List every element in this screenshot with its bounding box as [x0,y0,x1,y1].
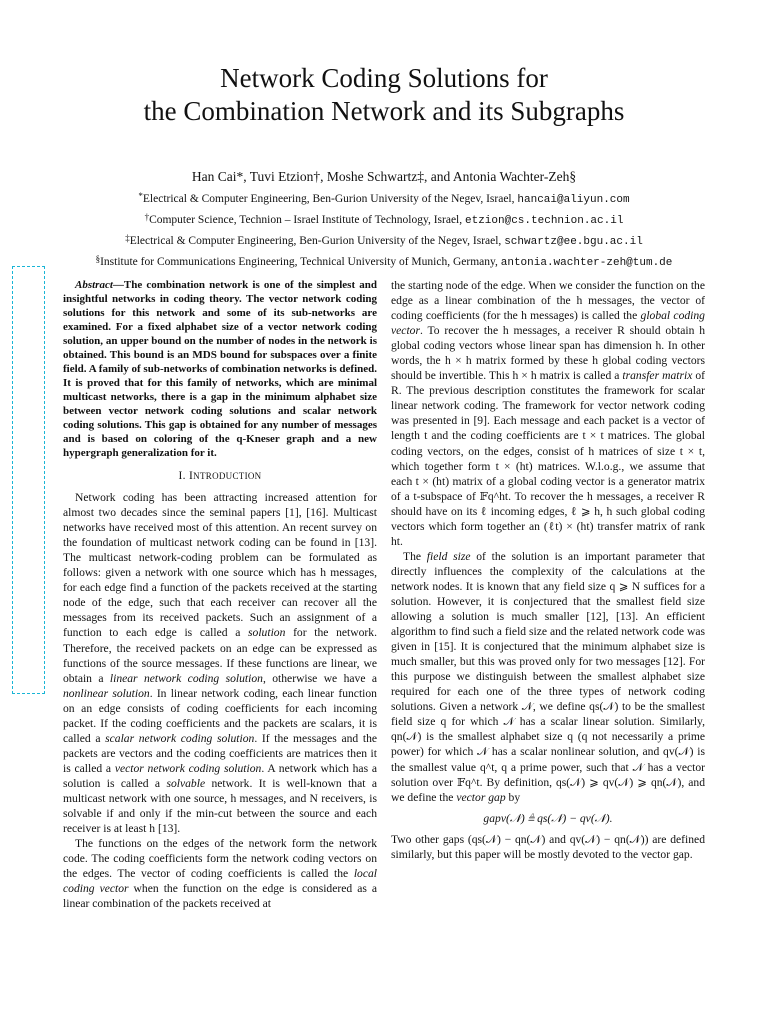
affiliation-2: †Computer Science, Technion – Israel Institute of Technology, Israel, etzion@cs.technion.ac.il [144,212,624,227]
selection-box [12,266,45,694]
paper-title [0,62,768,128]
intro-paragraph-2: The functions on the edges of the network form the network code. The coding coefficients form the network coding vectors on the edges. The vector of coding coefficients is called the local coding vector when the function on the edge is considered as a linear combination of the packets received at [63,837,378,911]
intro-paragraph-5: Two other gaps (qs(𝒩) − qn(𝒩) and qv(𝒩) − qn(𝒩)) are defined similarly, but this paper will be mostly devoted to the vector gap. [391,832,705,861]
email-link[interactable]: hancai@aliyun.com [517,194,630,206]
intro-paragraph-3: the starting node of the edge. When we consider the function on the edge as a linear combination of the h messages, the vector of coding coefficients (for the h messages) is called the global coding vector. To recover the h messages, a receiver R should obtain h global coding vectors whose linear span has dimension h. In other words, the h × h matrix formed by these h global coding vectors should be invertible. This h × h matrix is called a transfer matrix of R. The previous description constitutes the framework for scalar linear network coding. The framework for vector network coding was presented in [9]. Each message and each packet is a vector of length t and the coding coefficients are t × t matrices. The global coding vectors, on the edges, consist of h matrices of size t × t, which together form t × (ht) matrices. W.l.o.g., we assume that each t × (ht) matrix of a global coding vector is a generator matrix of a t-subspace of 𝔽q^ht. To recover the h messages, a receiver R should have on its ℓ incoming edges, ℓ ⩾ h, h such global coding vectors which form together an (ℓt) × (ht) transfer matrix of rank ht. [391,279,706,548]
email-link[interactable]: etzion@cs.technion.ac.il [465,215,624,227]
title-line-2: the Combination Network and its Subgraphs [143,96,625,126]
title-line-1: Network Coding Solutions for [220,63,548,93]
email-link[interactable]: schwartz@ee.bgu.ac.il [504,236,643,248]
affiliation-1: *Electrical & Computer Engineering, Ben-Gurion University of the Negev, Israel, hancai@aliyun.com [138,191,630,206]
right-column [391,278,705,862]
section-heading-introduction: I. INTRODUCTION [178,470,262,482]
email-link[interactable]: antonia.wachter-zeh@tum.de [500,257,673,269]
left-column [63,278,377,911]
abstract-text: —The combination network is one of the simplest and insightful networks in coding theory. The vector network coding solutions for this network and some of its sub-networks are examined. For a fixed alphabet size of a vector network coding solution, an upper bound on the number of nodes in the network is obtained. This bound is an MDS bound for subspaces over a finite field. A family of sub-networks of combination networks is defined. It is proved that for this family of networks, which are minimal multicast networks, there is a gap in the minimum alphabet size between vector network coding solutions and scalar network coding solutions. This gap is obtained for any number of messages and is based on coloring of the q-Kneser graph and a new hypergraph generalization for it. [63,279,377,459]
equation-vector-gap: gapv(𝒩) ≜ qs(𝒩) − qv(𝒩). [483,811,613,825]
abstract [63,278,377,460]
intro-paragraph-4: The field size of the solution is an important parameter that directly influences the complexity of the calculations at the network nodes. It is known that any field size q ⩾ N suffices for a solution. However, it is conjectured that the smallest field size allowing a solution is much smaller [12], [13]. An efficient algorithm to find such a field size and the related network code was given in [15]. It is conjectured that the minimum alphabet size is much smaller, but this was proved only for two messages [12]. For this purpose we distinguish between the smallest alphabet size required for each one of the three types of network coding solutions. Given a network 𝒩, we define qs(𝒩) to be the smallest field size q for which 𝒩 has a scalar linear solution. Similarly, qn(𝒩) is the smallest alphabet size q (q not necessarily a prime power) for which 𝒩 has a scalar nonlinear solution, and qv(𝒩) is the smallest value q^t, q a prime power, such that 𝒩 has a vector solution over 𝔽q^t. By definition, qs(𝒩) ⩾ qv(𝒩) ⩾ qn(𝒩), and we define the vector gap by [391,549,705,804]
intro-paragraph-1: Network coding has been attracting increased attention for almost two decades since the seminal papers [1], [16]. Multicast networks have received most of this attention. An recent survey on the foundation of multicast network coding can be found in [13]. The multicast network-coding problem can be formulated as follows: given a network with one source which has h messages, for each edge find a function of the packets received at the starting node of the edge, such that each receiver can recover all the messages from its received packets. Such an assignment of a function to each edge is called a solution for the network. Therefore, the received packets on an edge can be expressed as functions of the source messages. If these functions are linear, we obtain a linear network coding solution, otherwise we have a nonlinear solution. In linear network coding, each linear function on an edge consists of coding coefficients for each incoming packet. If the coding coefficients and the packets are scalars, it is called a scalar network coding solution. If the messages and the packets are vectors and the coding coefficients are matrices then it is called a vector network coding solution. A network which has a solution is called a solvable network. It is well-known that a multicast network with one source, h messages, and N receivers, is solvable if and only if the min-cut between the source and each receiver is at least h [13]. [63,491,378,836]
affiliation-3: ‡Electrical & Computer Engineering, Ben-Gurion University of the Negev, Israel, schwartz@ee.bgu.ac.il [125,233,643,248]
author-list: Han Cai*, Tuvi Etzion†, Moshe Schwartz‡, and Antonia Wachter-Zeh§ [191,169,577,184]
abstract-label: Abstract [75,279,113,291]
affiliation-4: §Institute for Communications Engineering, Technical University of Munich, Germany, antonia.wachter-zeh@tum.de [95,254,673,269]
affiliations [0,188,768,272]
